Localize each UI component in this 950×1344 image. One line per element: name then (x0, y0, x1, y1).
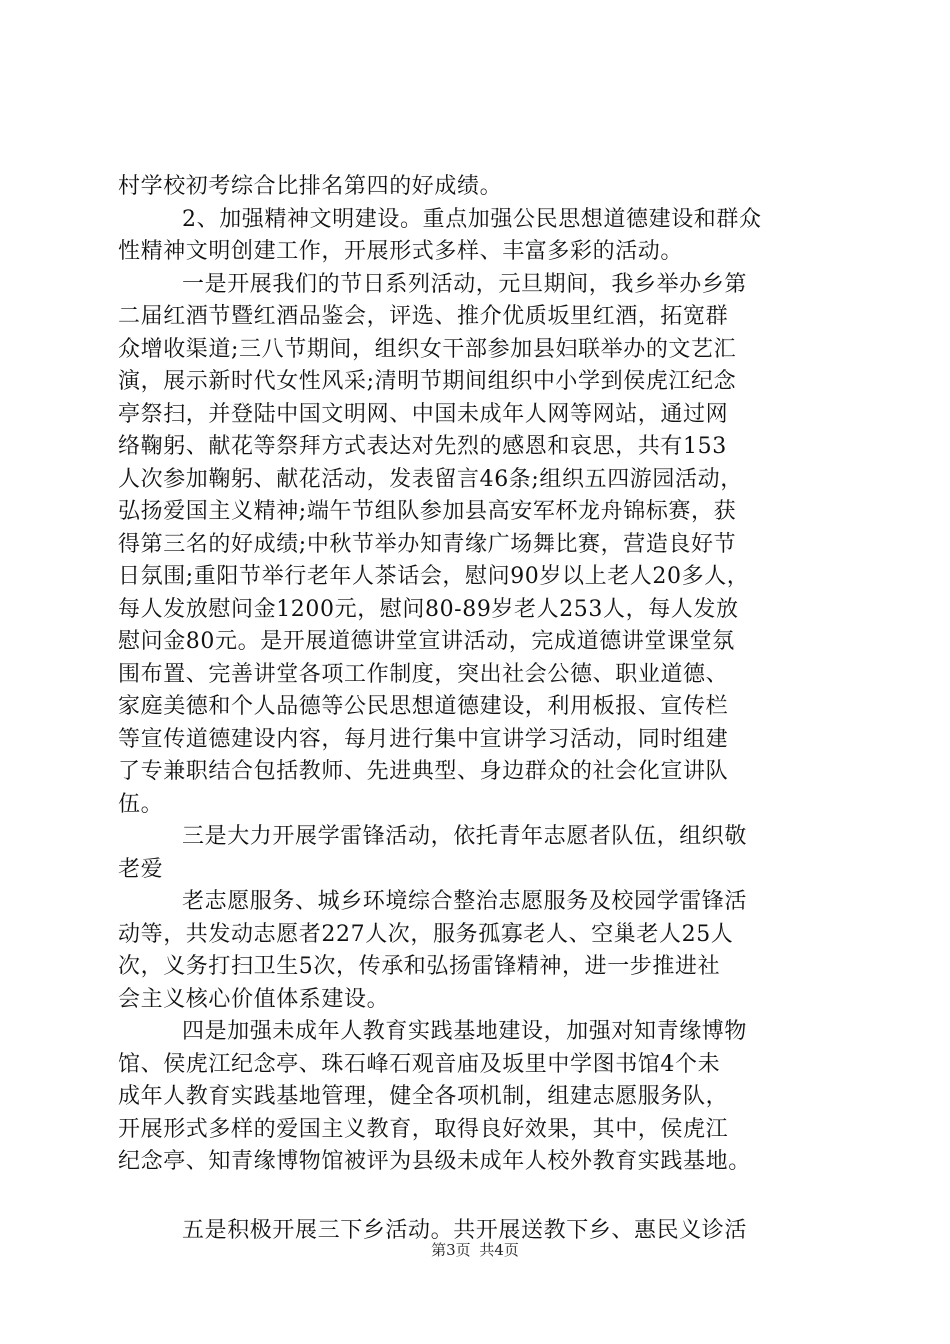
text-line: 每人发放慰问金1200元，慰问80-89岁老人253人，每人发放 (118, 596, 739, 622)
paragraph-start-line: 四是加强未成年人教育实践基地建设，加强对知青缘博物 (182, 1019, 748, 1044)
text-line: 等宣传道德建设内容，每月进行集中宣讲学习活动，同时组建 (118, 726, 729, 752)
text-line: 成年人教育实践基地管理，健全各项机制，组建志愿服务队， (118, 1084, 729, 1109)
text-line: 演，展示新时代女性风采;清明节期间组织中小学到侯虎江纪念 (118, 369, 737, 394)
paragraph-heading-line: 2、加强精神文明建设。重点加强公民思想道德建设和群众 (182, 206, 762, 232)
text-line: 馆、侯虎江纪念亭、珠石峰石观音庙及坂里中学图书馆4个未 (118, 1051, 721, 1077)
text-line: 性精神文明创建工作，开展形式多样、丰富多彩的活动。 (118, 239, 684, 264)
text-line: 日氛围;重阳节举行老年人茶话会，慰问90岁以上老人20多人， (118, 564, 750, 589)
text-line: 了专兼职结合包括教师、先进典型、身边群众的社会化宣讲队 (118, 759, 729, 784)
document-body (118, 171, 838, 1247)
text-line: 伍。 (118, 791, 164, 817)
text-line: 人次参加鞠躬、献花活动，发表留言46条;组织五四游园活动， (118, 466, 743, 492)
paragraph-start-line: 老志愿服务、城乡环境综合整治志愿服务及校园学雷锋活 (182, 889, 748, 914)
text-line: 次，义务打扫卫生5次，传承和弘扬雷锋精神，进一步推进社 (118, 954, 721, 979)
text-line: 会主义核心价值体系建设。 (118, 986, 390, 1012)
text-line: 弘扬爱国主义精神;端午节组队参加县高安军杯龙舟锦标赛，获 (118, 499, 737, 524)
page-number: 第3页 (431, 1241, 471, 1259)
text-line: 围布置、完善讲堂各项工作制度，突出社会公德、职业道德、 (118, 661, 729, 687)
text-line: 开展形式多样的爱国主义教育，取得良好效果，其中，侯虎江 (118, 1116, 729, 1142)
text-line: 络鞠躬、献花等祭拜方式表达对先烈的感恩和哀思，共有153 (118, 434, 727, 459)
text-line: 纪念亭、知青缘博物馆被评为县级未成年人校外教育实践基地。 (118, 1149, 751, 1174)
page-total: 共4页 (479, 1241, 519, 1259)
paragraph-start-line: 五是积极开展三下乡活动。共开展送教下乡、惠民义诊活 (182, 1217, 748, 1243)
text-line: 众增收渠道;三八节期间，组织女干部参加县妇联举办的文艺汇 (118, 336, 737, 362)
text-line: 亭祭扫，并登陆中国文明网、中国未成年人网等网站，通过网 (118, 401, 729, 427)
page-footer (0, 1240, 950, 1260)
text-line: 动等，共发动志愿者227人次，服务孤寡老人、空巢老人25人 (118, 921, 734, 947)
text-line: 村学校初考综合比排名第四的好成绩。 (118, 174, 503, 199)
text-line: 得第三名的好成绩;中秋节举办知青缘广场舞比赛，营造良好节 (118, 531, 737, 557)
text-line: 家庭美德和个人品德等公民思想道德建设，利用板报、宣传栏 (118, 694, 729, 719)
text-line: 二届红酒节暨红酒品鉴会，评选、推介优质坂里红酒，拓宽群 (118, 304, 729, 329)
paragraph-start-line: 三是大力开展学雷锋活动，依托青年志愿者队伍，组织敬 (182, 824, 748, 849)
text-line: 老爱 (118, 856, 164, 882)
text-line: 慰问金80元。是开展道德讲堂宣讲活动，完成道德讲堂课堂氛 (118, 629, 735, 654)
paragraph-start-line: 一是开展我们的节日系列活动，元旦期间，我乡举办乡第 (182, 271, 748, 297)
